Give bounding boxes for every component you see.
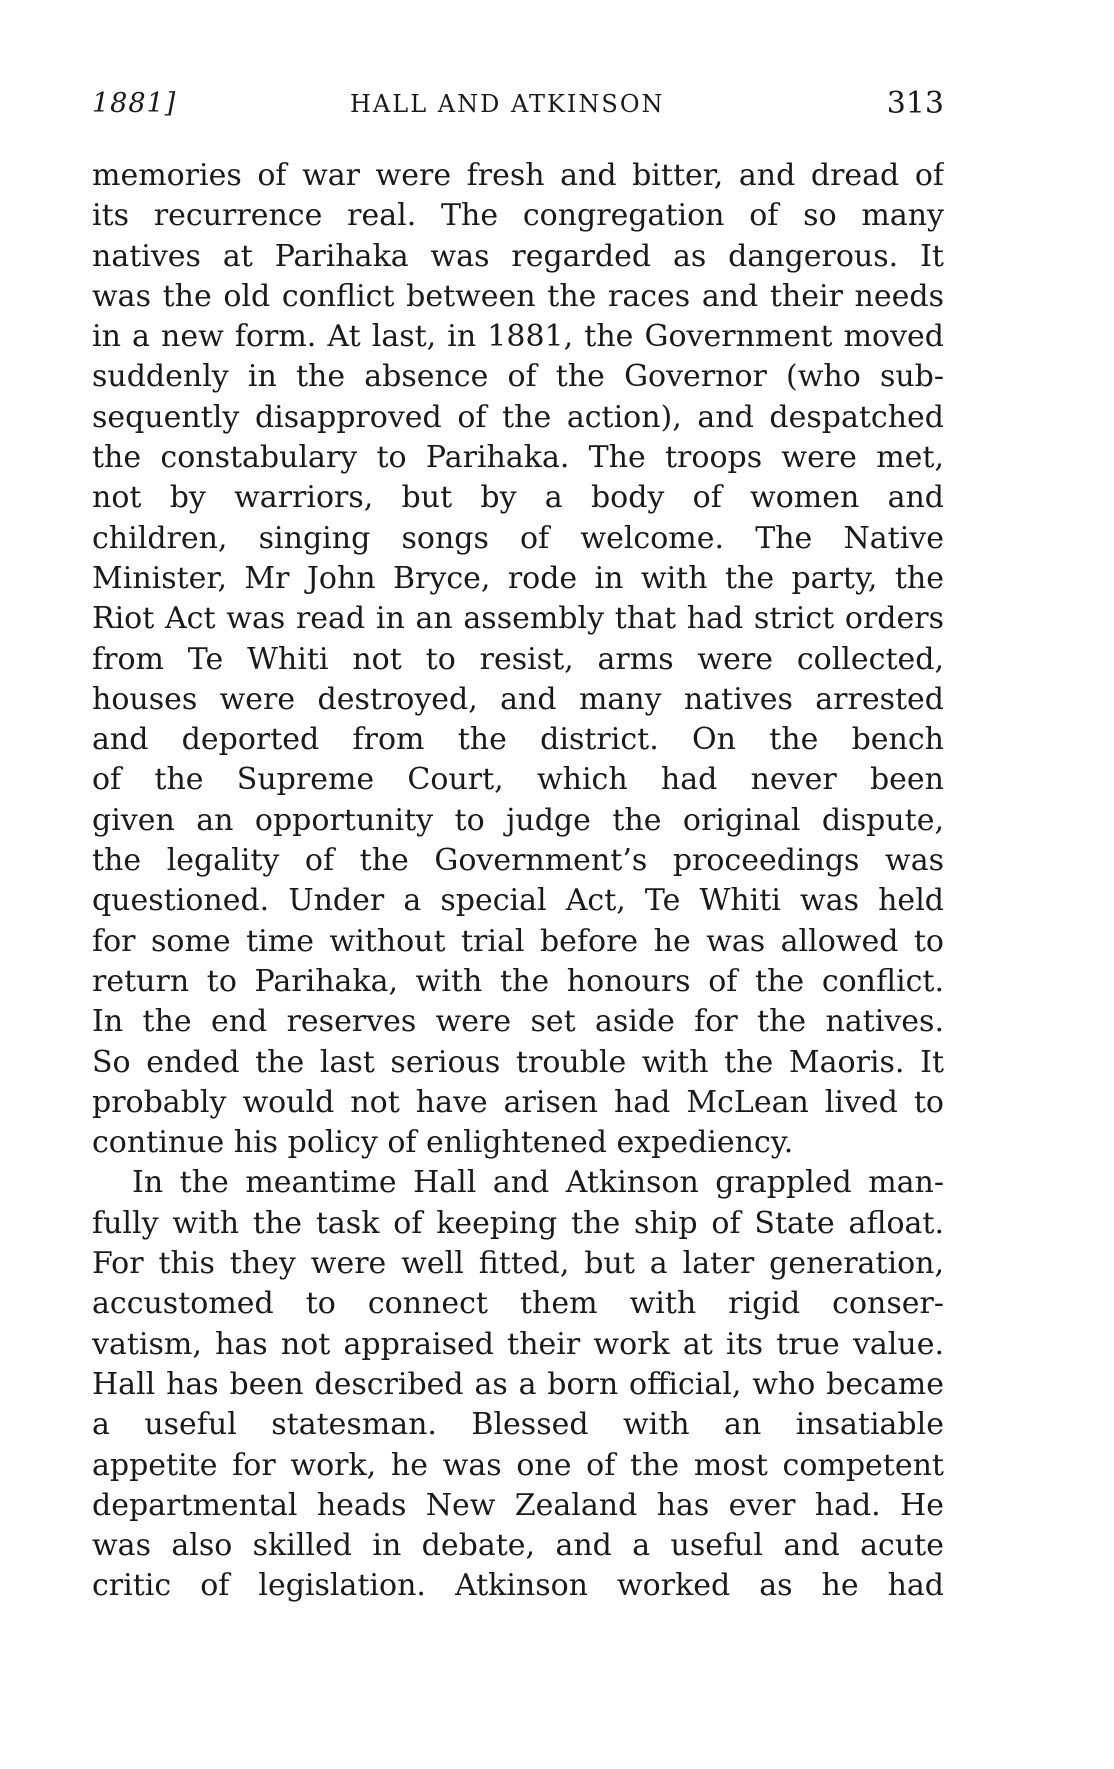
paragraph: [92, 156, 944, 1163]
text-line: was also skilled in debate, and a useful and acute: [92, 1528, 944, 1564]
text-line: of the Supreme Court, which had never been: [92, 762, 944, 798]
text-line: questioned. Under a special Act, Te Whiti was held: [92, 883, 944, 919]
text-line: children, singing songs of welcome. The Native: [92, 520, 944, 556]
text-line: suddenly in the absence of the Governor (who sub-: [92, 359, 944, 395]
text-line: continue his policy of enlightened expediency.: [92, 1125, 794, 1161]
text-line: vatism, has not appraised their work at its true value.: [92, 1326, 944, 1362]
text-line: In the end reserves were set aside for the natives.: [92, 1004, 944, 1040]
text-line: So ended the last serious trouble with the Maoris. It: [92, 1044, 944, 1080]
text-line: In the meantime Hall and Atkinson grappled man-: [132, 1165, 944, 1201]
text-line: houses were destroyed, and many natives arrested: [92, 681, 944, 717]
text-line: return to Parihaka, with the honours of the conflict.: [92, 963, 944, 999]
text-line: natives at Parihaka was regarded as dangerous. It: [92, 238, 944, 274]
text-line: a useful statesman. Blessed with an insatiable: [92, 1407, 944, 1443]
text-line: from Te Whiti not to resist, arms were collected,: [92, 641, 944, 677]
header-title: HALL AND ATKINSON: [350, 90, 665, 118]
running-header: [92, 82, 944, 130]
text-line: Hall has been described as a born official, who became: [92, 1366, 944, 1402]
text-line: accustomed to connect them with rigid conser-: [92, 1286, 944, 1322]
text-line: appetite for work, he was one of the most competent: [92, 1447, 944, 1483]
text-line: Riot Act was read in an assembly that had strict orders: [92, 601, 944, 637]
body-text: [92, 156, 944, 1607]
text-line: probably would not have arisen had McLean lived to: [92, 1084, 944, 1120]
text-line: the legality of the Government’s proceedings was: [92, 843, 944, 879]
text-line: the constabulary to Parihaka. The troops were met,: [92, 440, 944, 476]
text-line: critic of legislation. Atkinson worked as he had: [92, 1568, 944, 1604]
header-year: 1881]: [92, 88, 177, 119]
text-line: fully with the task of keeping the ship of State afloat.: [92, 1205, 944, 1241]
text-line: its recurrence real. The congregation of so many: [92, 198, 944, 234]
text-line: not by warriors, but by a body of women and: [92, 480, 944, 516]
text-line: Minister, Mr John Bryce, rode in with the party, the: [92, 560, 944, 596]
text-line: in a new form. At last, in 1881, the Government moved: [92, 319, 944, 355]
page-number: 313: [886, 86, 944, 121]
text-line: for some time without trial before he was allowed to: [92, 923, 944, 959]
text-line: For this they were well fitted, but a later generation,: [92, 1246, 944, 1282]
text-line: memories of war were fresh and bitter, and dread of: [92, 158, 944, 193]
text-line: sequently disapproved of the action), and despatched: [92, 399, 944, 435]
text-line: and deported from the district. On the bench: [92, 722, 944, 758]
text-line: given an opportunity to judge the original dispute,: [92, 802, 944, 838]
paragraph: [92, 1163, 944, 1606]
text-line: was the old conflict between the races and their needs: [92, 278, 944, 314]
text-line: departmental heads New Zealand has ever had. He: [92, 1487, 944, 1523]
